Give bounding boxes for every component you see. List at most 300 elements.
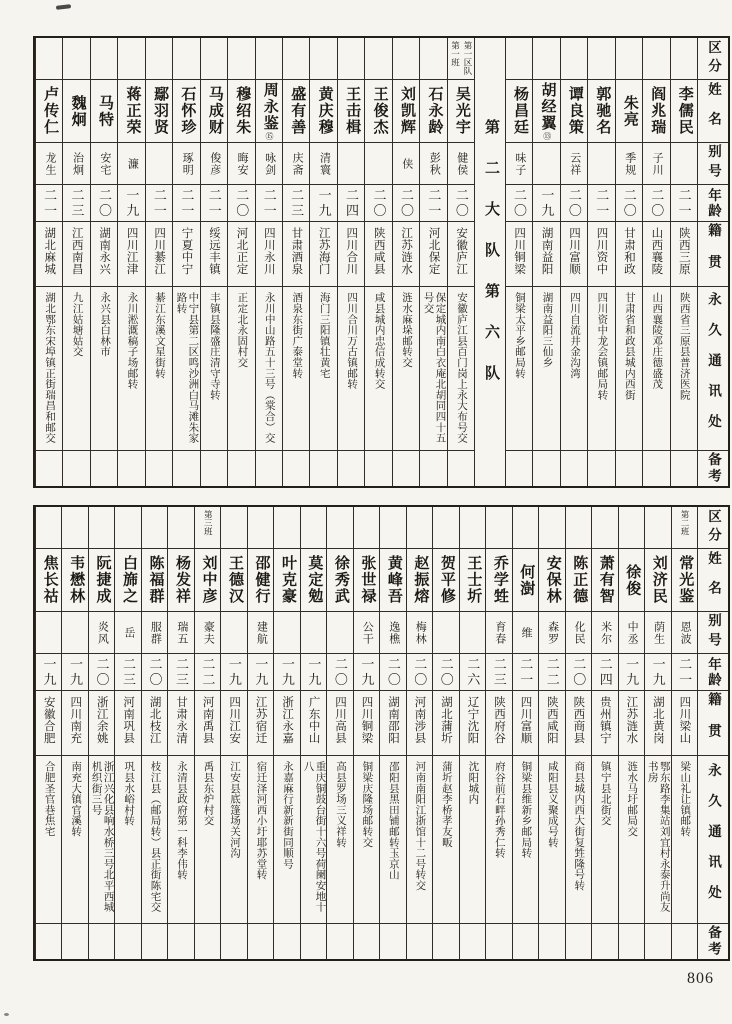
address-cell: [201, 287, 227, 451]
age-cell: [513, 654, 538, 691]
address-cell: [539, 756, 564, 924]
person-age: 二〇: [234, 187, 250, 219]
person-alias: 云祥: [568, 151, 581, 176]
roster-column: [62, 38, 89, 486]
name-cell: [283, 80, 309, 143]
person-name: 赵振熔: [412, 555, 429, 605]
age-cell: [407, 654, 432, 691]
name-cell: [645, 549, 670, 612]
person-origin: 河南巩县: [122, 696, 135, 744]
origin-cell: [89, 691, 114, 756]
name-cell: [533, 80, 559, 143]
person-address: 四川自流井金沟湾: [568, 292, 580, 379]
group-cell: [448, 38, 474, 80]
group-cell: [433, 507, 458, 549]
address-cell: [36, 287, 62, 451]
unit-divider-label: 第二大队第六队: [482, 118, 499, 406]
person-age: 二一: [677, 656, 693, 688]
person-alias: 逸樵: [387, 620, 400, 645]
person-address: 镇宁县北街交: [599, 761, 611, 826]
group-cell: [643, 38, 669, 80]
age-cell: [533, 185, 559, 222]
name-cell: [566, 549, 591, 612]
note-cell: [486, 924, 511, 959]
age-cell: [460, 654, 485, 691]
age-cell: [256, 185, 282, 222]
person-origin: 甘肃永清: [175, 696, 188, 744]
person-origin: 湖南邵阳: [387, 696, 400, 744]
origin-cell: [588, 222, 614, 287]
age-cell: [592, 654, 617, 691]
note-cell: [36, 451, 62, 486]
roster-column: [392, 38, 419, 486]
alias-cell: [173, 143, 199, 185]
name-cell: [486, 549, 511, 612]
person-address: 铜梁县维新乡邮局转: [520, 761, 532, 859]
person-address: 鄂东路李集站刘宜村永泰升尚友书房: [646, 761, 670, 913]
age-cell: [561, 185, 587, 222]
age-cell: [327, 654, 352, 691]
person-age: 二一: [518, 656, 534, 688]
group-cell: [221, 507, 246, 549]
person-age: 一九: [68, 656, 83, 688]
roster-column: [90, 38, 117, 486]
person-name: 盛有善: [289, 86, 306, 136]
age-cell: [365, 185, 391, 222]
person-age: 一九: [316, 187, 332, 219]
person-address: 永嘉麻行新新街同顺号: [281, 761, 293, 869]
person-age: 一九: [624, 656, 640, 688]
name-cell: [168, 549, 193, 612]
roster-column: [300, 507, 326, 959]
person-origin: 甘肃和政: [622, 227, 635, 275]
group-cell: [561, 38, 587, 80]
age-cell: [168, 654, 193, 691]
person-alias: 健侯: [455, 151, 468, 176]
person-alias: 炎风: [96, 620, 109, 645]
note-cell: [173, 451, 199, 486]
alias-cell: [274, 612, 299, 654]
name-cell: [62, 549, 87, 612]
alias-cell: [256, 143, 282, 185]
group-cell: [168, 507, 193, 549]
roster-table-lower: [33, 505, 730, 961]
group-cell: [365, 38, 391, 80]
age-cell: [142, 654, 167, 691]
roster-column: [591, 507, 617, 959]
alias-cell: [365, 143, 391, 185]
origin-cell: [115, 691, 140, 756]
name-cell: [407, 549, 432, 612]
age-cell: [380, 654, 405, 691]
group-cell: [619, 507, 644, 549]
person-alias: 彭秋: [428, 151, 441, 176]
origin-cell: [283, 222, 309, 287]
person-name: 蒋正荣: [124, 86, 141, 136]
person-name: 安保林: [544, 555, 561, 605]
person-address: 咸县城内忠信成转交: [373, 292, 385, 390]
note-cell: [146, 451, 172, 486]
alias-cell: [115, 612, 140, 654]
address-cell: [91, 287, 117, 451]
note-cell: [561, 451, 587, 486]
origin-cell: [301, 691, 326, 756]
group-cell: [310, 38, 336, 80]
age-cell: [645, 654, 670, 691]
age-cell: [36, 185, 62, 222]
person-origin: 江西南昌: [70, 227, 83, 275]
column-header-cell: [698, 451, 728, 486]
alias-cell: [221, 612, 246, 654]
person-age: 一九: [539, 187, 555, 219]
group-cell: [354, 507, 379, 549]
person-origin: 浙江余姚: [95, 696, 108, 744]
person-age: 二〇: [621, 187, 637, 219]
roster-column: [644, 507, 670, 959]
note-cell: [115, 924, 140, 959]
person-alias: 季规: [623, 151, 636, 176]
person-alias: 建航: [255, 620, 268, 645]
group-cell: [645, 507, 670, 549]
age-cell: [643, 185, 669, 222]
person-origin: 安徽庐江: [455, 227, 468, 275]
person-age: 二〇: [371, 187, 387, 219]
age-cell: [539, 654, 564, 691]
note-cell: [256, 451, 282, 486]
footnote-mark: ⑮: [265, 132, 275, 141]
header-label: 区分: [706, 40, 721, 77]
person-name: 何澍: [518, 563, 535, 597]
person-address: 陕西省三原县普济医院: [678, 292, 690, 400]
address-cell: [619, 756, 644, 924]
age-cell: [118, 185, 144, 222]
person-name: 陈正德: [571, 555, 588, 605]
address-cell: [173, 287, 199, 451]
person-address: 永兴县白林市: [99, 292, 111, 357]
person-origin: 湖南永兴: [98, 227, 111, 275]
person-age: 二一: [676, 187, 692, 219]
person-name: 郭驰名: [594, 86, 611, 136]
address-cell: [118, 287, 144, 451]
name-cell: [248, 549, 273, 612]
person-name: 徐俊: [624, 563, 641, 597]
person-age: 二四: [344, 187, 360, 219]
note-cell: [533, 451, 559, 486]
age-cell: [448, 185, 474, 222]
origin-cell: [561, 222, 587, 287]
alias-cell: [354, 612, 379, 654]
person-age: 二〇: [566, 187, 582, 219]
name-cell: [506, 80, 532, 143]
group-cell: [228, 38, 254, 80]
name-cell: [561, 80, 587, 143]
note-cell: [671, 451, 697, 486]
note-cell: [448, 451, 474, 486]
group-cell: [195, 507, 220, 549]
person-address: 蒲圻赵李桥孝友畈: [440, 761, 452, 848]
age-cell: [671, 185, 697, 222]
age-cell: [173, 185, 199, 222]
name-cell: [195, 549, 220, 612]
origin-cell: [460, 691, 485, 756]
alias-cell: [36, 143, 62, 185]
person-name: 胡经翼: [539, 81, 556, 132]
person-age: 一九: [253, 656, 269, 688]
person-name: 黄庆穆: [316, 86, 333, 136]
person-name: 魏炯: [69, 94, 86, 128]
address-cell: [310, 287, 336, 451]
alias-cell: [533, 143, 559, 185]
origin-cell: [248, 691, 273, 756]
alias-cell: [588, 143, 614, 185]
origin-cell: [310, 222, 336, 287]
person-name: 常光鉴: [677, 555, 694, 605]
person-name: 吴光宇: [453, 86, 470, 136]
roster-column: [255, 38, 282, 486]
person-age: 一九: [650, 656, 666, 688]
person-name: 周永鉴: [261, 81, 278, 132]
age-cell: [310, 185, 336, 222]
roster-column: [200, 38, 227, 486]
name-cell: [142, 549, 167, 612]
note-cell: [645, 924, 670, 959]
address-cell: [588, 287, 614, 451]
alias-cell: [89, 612, 114, 654]
person-origin: 江苏涟水: [625, 696, 638, 744]
name-cell: [91, 80, 117, 143]
person-alias: 岳: [122, 626, 135, 639]
column-header-cell: [698, 80, 728, 143]
header-label: 区分: [706, 509, 721, 546]
group-cell: [380, 507, 405, 549]
person-address: 山西襄陵邓庄德盛茂: [651, 292, 663, 390]
person-alias: 味子: [513, 151, 526, 176]
person-alias: 荫生: [652, 620, 665, 645]
age-cell: [393, 185, 419, 222]
alias-cell: [393, 143, 419, 185]
alias-cell: [460, 612, 485, 654]
header-label: 备考: [706, 925, 721, 958]
origin-cell: [380, 691, 405, 756]
address-cell: [672, 756, 697, 924]
person-origin: 四川永川: [262, 227, 275, 275]
person-age: 一九: [279, 656, 295, 688]
person-address: 酒泉东街广泰堂转: [291, 292, 303, 379]
person-age: 二〇: [649, 187, 665, 219]
person-alias: 梅林: [414, 620, 427, 645]
header-label: 永久通讯处: [706, 292, 721, 445]
person-age: 二〇: [332, 656, 348, 688]
roster-column: [145, 38, 172, 486]
person-origin: 江苏海门: [317, 227, 330, 275]
person-address: 永清县政府第一科李伟转: [176, 761, 188, 880]
origin-cell: [513, 691, 538, 756]
roster-column: [670, 38, 697, 486]
roster-column: [88, 507, 114, 959]
note-cell: [433, 924, 458, 959]
note-cell: [118, 451, 144, 486]
person-origin: 河北保定: [427, 227, 440, 275]
person-name: 杨昌廷: [512, 86, 528, 136]
age-cell: [616, 185, 642, 222]
age-cell: [36, 654, 61, 691]
origin-cell: [365, 222, 391, 287]
origin-cell: [592, 691, 617, 756]
person-age: 二〇: [385, 656, 401, 688]
roster-column: [642, 38, 669, 486]
person-address: 永川中山路五十三号（棠合）交: [263, 292, 275, 444]
name-cell: [89, 549, 114, 612]
origin-cell: [201, 222, 227, 287]
group-cell: [486, 507, 511, 549]
address-cell: [89, 756, 114, 924]
person-age: 一九: [306, 656, 322, 688]
roster-column: [282, 38, 309, 486]
age-cell: [248, 654, 273, 691]
roster-column: [615, 38, 642, 486]
group-cell: [506, 38, 532, 80]
roster-table-upper: [33, 36, 730, 488]
address-cell: [393, 287, 419, 451]
note-cell: [91, 451, 117, 486]
alias-cell: [142, 612, 167, 654]
header-column: [697, 507, 728, 959]
person-alias: 米尔: [599, 620, 612, 645]
person-alias: 中丞: [626, 620, 639, 645]
name-cell: [327, 549, 352, 612]
origin-cell: [619, 691, 644, 756]
note-cell: [588, 451, 614, 486]
person-address: 咸阳县义聚成号转: [546, 761, 558, 848]
header-label: 别号: [706, 144, 721, 183]
person-name: 石永龄: [426, 86, 443, 136]
person-address: 江安县底篷场关河沟: [229, 761, 240, 859]
group-cell: [301, 507, 326, 549]
person-name: 鄢羽贤: [151, 86, 168, 136]
origin-cell: [671, 222, 697, 287]
origin-cell: [228, 222, 254, 287]
alias-cell: [91, 143, 117, 185]
name-cell: [671, 80, 697, 143]
address-cell: [248, 756, 273, 924]
note-cell: [36, 924, 61, 959]
group-cell: [672, 507, 697, 549]
address-cell: [274, 756, 299, 924]
alias-cell: [672, 612, 697, 654]
origin-cell: [338, 222, 364, 287]
address-cell: [616, 287, 642, 451]
alias-cell: [338, 143, 364, 185]
person-address: 正定北永固村交: [236, 292, 248, 368]
header-label: 籍贯: [706, 691, 721, 755]
origin-cell: [62, 691, 87, 756]
group-cell: [671, 38, 697, 80]
person-address: 商县城内西大街复甡隆号转: [573, 761, 585, 891]
address-cell: [338, 287, 364, 451]
person-age: 一九: [41, 656, 57, 688]
name-cell: [619, 549, 644, 612]
person-alias: 豪夫: [202, 620, 215, 645]
group-cell: [89, 507, 114, 549]
person-alias: 安宅: [98, 151, 111, 176]
person-age: 二〇: [96, 187, 112, 219]
person-address: 海门三阳镇壮黄宅: [318, 292, 330, 379]
note-cell: [310, 451, 336, 486]
age-cell: [420, 185, 446, 222]
age-cell: [672, 654, 697, 691]
note-cell: [407, 924, 432, 959]
person-address: 丰镇县隆盛庄清守寺转: [208, 292, 220, 400]
age-cell: [566, 654, 591, 691]
origin-cell: [566, 691, 591, 756]
person-origin: 陕西咸县: [372, 227, 385, 275]
person-name: 谭良策: [566, 86, 583, 136]
header-column: [697, 38, 728, 486]
name-cell: [36, 549, 61, 612]
person-age: 二〇: [571, 656, 587, 688]
person-alias: 服群: [149, 620, 162, 645]
person-name: 叶克豪: [279, 555, 296, 605]
person-name: 王击楫: [344, 86, 361, 136]
squad-label: 第一区队: [462, 41, 473, 75]
name-cell: [228, 80, 254, 143]
roster-column: [587, 38, 614, 486]
person-name: 阎兆瑞: [649, 86, 666, 136]
person-origin: 浙江永嘉: [281, 696, 294, 744]
origin-cell: [142, 691, 167, 756]
person-alias: 维: [520, 626, 533, 639]
person-origin: 山西襄陵: [650, 227, 663, 275]
person-name: 韦懋林: [68, 555, 85, 605]
roster-column: [419, 38, 446, 486]
column-header-cell: [698, 507, 728, 549]
group-cell: [201, 38, 227, 80]
note-cell: [248, 924, 273, 959]
alias-cell: [486, 612, 511, 654]
person-address: 永川淞溉稿子场邮转: [126, 292, 138, 390]
person-address: 高县罗场三义祥转: [334, 761, 346, 848]
alias-cell: [643, 143, 669, 185]
person-origin: 甘肃酒泉: [290, 227, 303, 275]
name-cell: [420, 80, 446, 143]
person-age: 一九: [226, 656, 242, 688]
group-cell: [393, 38, 419, 80]
person-name: 乔学甡: [491, 555, 508, 605]
address-cell: [354, 756, 379, 924]
alias-cell: [201, 143, 227, 185]
age-cell: [62, 654, 87, 691]
person-address: 铜梁庆隆场邮转交: [361, 761, 373, 848]
column-header-cell: [698, 549, 728, 612]
note-cell: [168, 924, 193, 959]
roster-column: [337, 38, 364, 486]
origin-cell: [448, 222, 474, 287]
name-cell: [433, 549, 458, 612]
person-age: 二一: [179, 187, 195, 219]
person-origin: 四川铜梁: [360, 696, 373, 744]
person-origin: 河北正定: [235, 227, 248, 275]
roster-column: [618, 507, 644, 959]
group-cell: [274, 507, 299, 549]
roster-column: [326, 507, 352, 959]
person-age: 二〇: [412, 656, 428, 688]
origin-cell: [146, 222, 172, 287]
address-cell: [433, 756, 458, 924]
address-cell: [561, 287, 587, 451]
group-cell: [592, 507, 617, 549]
roster-column: [512, 507, 538, 959]
alias-cell: [539, 612, 564, 654]
